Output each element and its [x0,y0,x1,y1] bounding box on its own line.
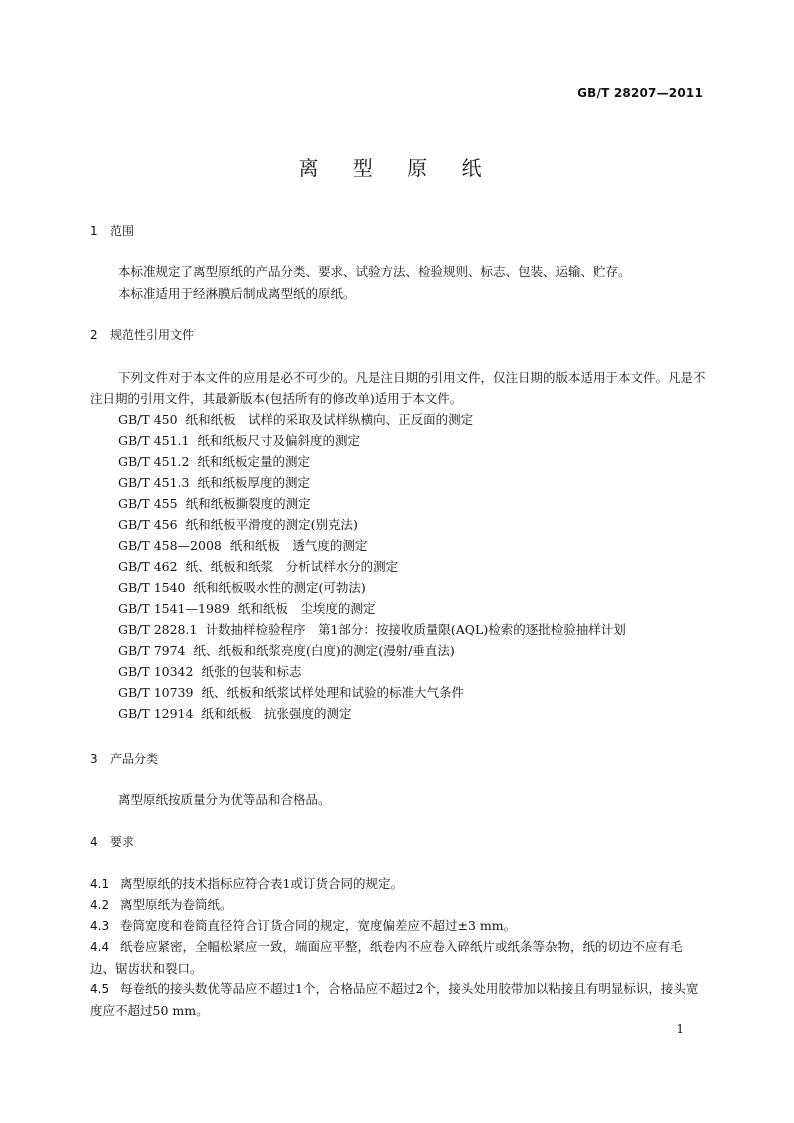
requirement-item [90,894,706,916]
reference-title: 纸和纸板厚度的测定 [197,475,310,490]
reference-item [118,472,626,493]
reference-title: 纸和纸板 抗张强度的测定 [201,706,352,721]
reference-title: 纸、纸板和纸浆亮度(白度)的测定(漫射/垂直法) [193,643,455,658]
reference-item [118,493,626,514]
document-title: 离 型 原 纸 [298,156,496,180]
reference-title: 纸和纸板吸水性的测定(可勃法) [193,580,366,595]
reference-code: GB/T 462 [118,559,178,574]
reference-title: 纸和纸板 试样的采取及试样纵横向、正反面的测定 [185,412,474,427]
requirement-number: 4.4 [90,940,110,954]
standard-code: GB/T 28207—2011 [577,86,703,100]
section-3-paragraph: 离型原纸按质量分为优等品和合格品。 [118,792,331,807]
reference-code: GB/T 456 [118,517,178,532]
reference-code: GB/T 12914 [118,706,194,721]
reference-item [118,598,626,619]
reference-item [118,430,626,451]
section-1-paragraph-2: 本标准适用于经淋膜后制成离型纸的原纸。 [118,286,356,301]
reference-title: 纸和纸板平滑度的测定(别克法) [185,517,358,532]
section-title: 产品分类 [110,752,159,766]
section-2-intro: 下列文件对于本文件的应用是必不可少的。凡是注日期的引用文件，仅注日期的版本适用于本文件。凡是不注日期的引用文件，其最新版本(包括所有的修改单)适用于本文件。 [90,370,706,406]
requirement-text: 纸卷应紧密，全幅松紧应一致，端面应平整，纸卷内不应卷入碎纸片或纸条等杂物，纸的切边不应有毛边、锯齿状和裂口。 [90,939,683,976]
reference-title: 纸、纸板和纸浆试样处理和试验的标准大气条件 [201,685,464,700]
reference-code: GB/T 2828.1 [118,622,198,637]
reference-code: GB/T 455 [118,496,178,511]
requirement-item [90,873,706,895]
reference-item [118,577,626,598]
section-title: 范围 [110,224,135,238]
section-number: 3 [90,752,98,766]
section-1-heading [90,222,134,239]
section-1-paragraph-1: 本标准规定了离型原纸的产品分类、要求、试验方法、检验规则、标志、包装、运输、贮存。 [118,264,631,279]
section-number: 1 [90,224,98,238]
reference-code: GB/T 1541—1989 [118,601,230,616]
reference-title: 纸和纸板尺寸及偏斜度的测定 [197,433,360,448]
reference-code: GB/T 1540 [118,580,186,595]
reference-title: 纸、纸板和纸浆 分析试样水分的测定 [185,559,399,574]
section-4-heading [90,833,134,850]
requirement-item [90,936,706,979]
page-number: 1 [676,1022,684,1036]
section-title: 规范性引用文件 [110,328,195,342]
requirement-text: 离型原纸的技术指标应符合表1或订货合同的规定。 [120,876,403,891]
reference-code: GB/T 458—2008 [118,538,222,553]
reference-item [118,640,626,661]
requirement-number: 4.5 [90,982,110,996]
reference-title: 纸和纸板 尘埃度的测定 [237,601,376,616]
requirement-number: 4.3 [90,919,110,933]
reference-code: GB/T 450 [118,412,178,427]
reference-item [118,703,626,724]
reference-code: GB/T 10342 [118,664,194,679]
reference-item [118,514,626,535]
reference-title: 计数抽样检验程序 第1部分：按接收质量限(AQL)检索的逐批检验抽样计划 [205,622,626,637]
reference-title: 纸张的包装和标志 [201,664,302,679]
requirement-text: 卷筒宽度和卷筒直径符合订货合同的规定，宽度偏差应不超过±3 mm。 [120,918,517,933]
reference-list [118,409,626,724]
reference-item [118,409,626,430]
reference-code: GB/T 451.2 [118,454,190,469]
requirement-item [90,915,706,937]
reference-code: GB/T 10739 [118,685,194,700]
section-3-heading [90,750,158,767]
reference-item [118,451,626,472]
section-title: 要求 [110,835,135,849]
requirement-number: 4.1 [90,877,110,891]
reference-code: GB/T 7974 [118,643,186,658]
reference-item [118,535,626,556]
section-2-heading [90,326,194,343]
reference-title: 纸和纸板撕裂度的测定 [185,496,311,511]
reference-code: GB/T 451.1 [118,433,190,448]
reference-item [118,682,626,703]
requirement-text: 离型原纸为卷筒纸。 [120,897,233,912]
section-number: 4 [90,835,98,849]
requirement-text: 每卷纸的接头数优等品应不超过1个，合格品应不超过2个，接头处用胶带加以粘接且有明显标识，接头宽度应不超过50 mm。 [90,981,699,1018]
reference-item [118,661,626,682]
requirement-item [90,978,706,1021]
reference-code: GB/T 451.3 [118,475,190,490]
reference-title: 纸和纸板 透气度的测定 [229,538,368,553]
requirement-number: 4.2 [90,898,110,912]
reference-item [118,556,626,577]
reference-title: 纸和纸板定量的测定 [197,454,310,469]
reference-item [118,619,626,640]
section-number: 2 [90,328,98,342]
